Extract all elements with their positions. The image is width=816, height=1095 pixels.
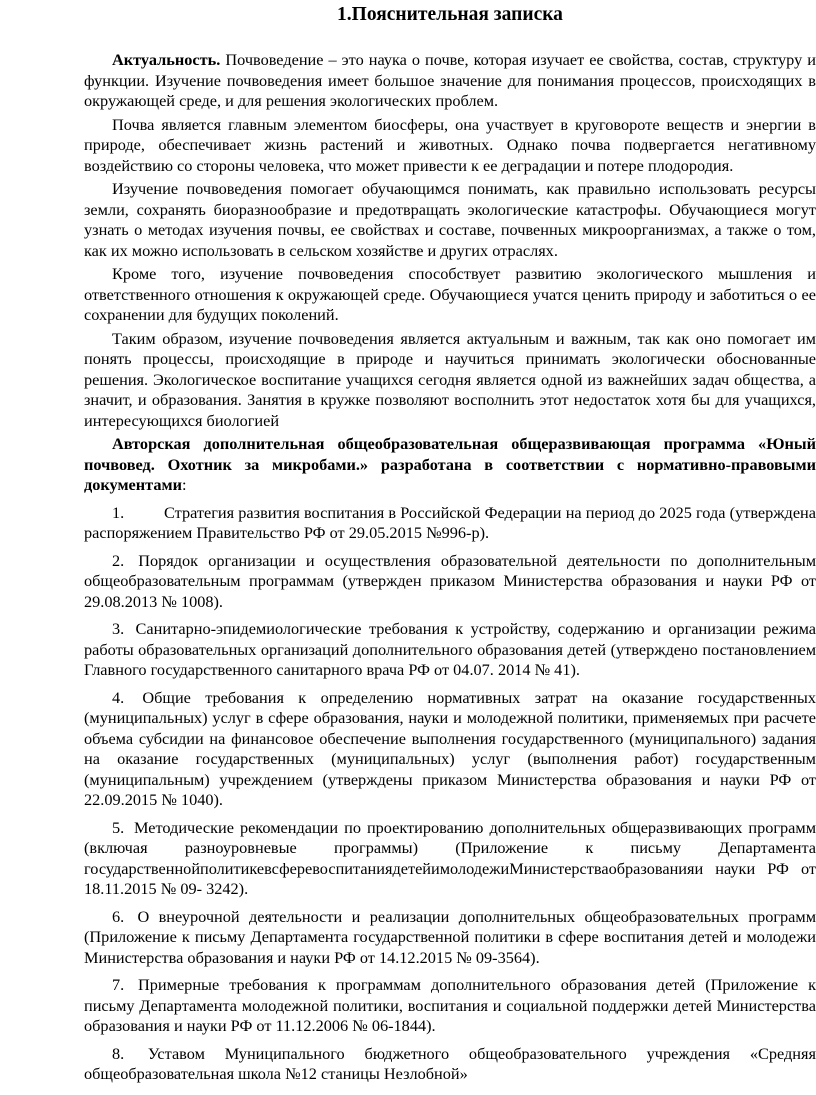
list-item-text: Стратегия развития воспитания в Российской Федерации на период до 2025 года (утверждена распоряжением Правительство РФ от 29.05.2015 №996-р). xyxy=(84,502,816,542)
list-item xyxy=(84,818,816,900)
list-item-number: 5. xyxy=(112,817,125,837)
program-intro-tail: : xyxy=(181,475,187,494)
documents-list xyxy=(84,503,816,1085)
list-item xyxy=(84,551,816,613)
relevance-paragraph xyxy=(84,50,816,112)
list-item-number: 1. xyxy=(112,502,125,522)
list-item xyxy=(84,975,816,1037)
list-item xyxy=(84,619,816,681)
paragraph-study-benefits: Изучение почвоведения помогает обучающимся понимать, как правильно использовать ресурсы земли, сохранять биоразнообразие и предотвращать экологические катастрофы. Обучающиеся могут узнать о методах изучения почвы, ее свойствах и составе, почвенных микроорганизмах, а также о том, как их можно использовать в сельском хозяйстве и других отраслях. xyxy=(84,179,816,260)
paragraph-conclusion: Таким образом, изучение почвоведения является актуальным и важным, так как оно помогает им понять процессы, происходящие в природе и научиться принимать экологически обоснованные решения. Экологическое воспитание учащихся сегодня является одной из важнейших задач общества, а значит, и образования. Занятия в кружке позволяют восполнить этот недостаток хотя бы для учащихся, интересующихся биологией xyxy=(84,328,816,430)
list-item-number: 3. xyxy=(112,619,125,638)
list-item-number: 8. xyxy=(112,1043,125,1063)
relevance-text: Почвоведение – это наука о почве, которая изучает ее свойства, состав, структуру и функции. Изучение почвоведения имеет большое значение для понимания процессов, происходящих в окружающей среде, и для решения экологических проблем. xyxy=(84,50,816,110)
page-title: 1.Пояснительная записка xyxy=(337,4,563,25)
list-item-number: 6. xyxy=(112,906,125,926)
program-intro-bold: Авторская дополнительная общеобразовательная общеразвивающая программа «Юный почвовед. Охотник за микробами.» разработана в соответствии с нормативно-правовыми документами xyxy=(84,434,816,494)
relevance-lead: Актуальность. xyxy=(112,50,221,69)
list-item-text: Примерные требования к программам дополнительного образования детей (Приложение к письму Департамента молодежной политики, воспитания и социальной поддержки детей Министерства образования и науки РФ от 11.12.2006 № 06-1844). xyxy=(84,975,816,1035)
list-item-text: Общие требования к определению нормативных затрат на оказание государственных (муниципальных) услуг в сфере образования, науки и молодежной политики, применяемых при расчете объема субсидии на финансовое обеспечение выполнения государственного (муниципального) задания на оказание государственных (муниципальных) услуг (выполнения работ) государственным (муниципальным) учреждением (утверждены приказом Министерства образования и науки РФ от 22.09.2015 № 1040). xyxy=(84,687,816,809)
list-item-text: Методические рекомендации по проектированию дополнительных общеразвивающих программ (включая разноуровневые программы) (Приложение к письму Департамента государственнойполитикевсферевоспитаниядетейимолодежиМинистерстваобразованияи науки РФ от 18.11.2015 № 09- 3242). xyxy=(84,817,816,898)
list-item-text: Уставом Муниципального бюджетного общеобразовательного учреждения «Средняя общеобразовательная школа №12 станицы Незлобной» xyxy=(84,1043,816,1083)
list-item xyxy=(84,688,816,811)
list-item-number: 2. xyxy=(112,550,125,570)
list-item xyxy=(84,503,816,544)
program-intro xyxy=(84,434,816,496)
document-page xyxy=(84,0,816,1085)
list-item-text: О внеурочной деятельности и реализации дополнительных общеобразовательных программ (Приложение к письму Департамента государственной политики в сфере воспитания детей и молодежи Министерства образования и науки РФ от 14.12.2015 № 09-3564). xyxy=(84,906,816,967)
list-item-number: 4. xyxy=(112,687,125,707)
title-block xyxy=(84,4,816,50)
list-item-text: Порядок организации и осуществления образовательной деятельности по дополнительным общеобразовательным программам (утвержден приказом Министерства образования и науки РФ от 29.08.2013 № 1008). xyxy=(84,550,816,611)
list-item-text: Санитарно-эпидемиологические требования к устройству, содержанию и организации режима работы образовательных организаций дополнительного образования детей (утверждено постановлением Главного государственного санитарного врача РФ от 04.07. 2014 № 41). xyxy=(84,619,816,679)
list-item xyxy=(84,1044,816,1085)
list-item xyxy=(84,907,816,969)
paragraph-soil-biosphere: Почва является главным элементом биосферы, она участвует в круговороте веществ и энергии в природе, обеспечивает жизнь растений и животных. Однако почва подвергается негативному воздействию со стороны человека, что может привести к ее деградации и потере плодородия. xyxy=(84,114,816,175)
list-item-number: 7. xyxy=(112,975,125,994)
paragraph-ecological-thinking: Кроме того, изучение почвоведения способствует развитию экологического мышления и ответственного отношения к окружающей среде. Обучающиеся учатся ценить природу и заботиться о ее сохранении для будущих поколений. xyxy=(84,264,816,324)
